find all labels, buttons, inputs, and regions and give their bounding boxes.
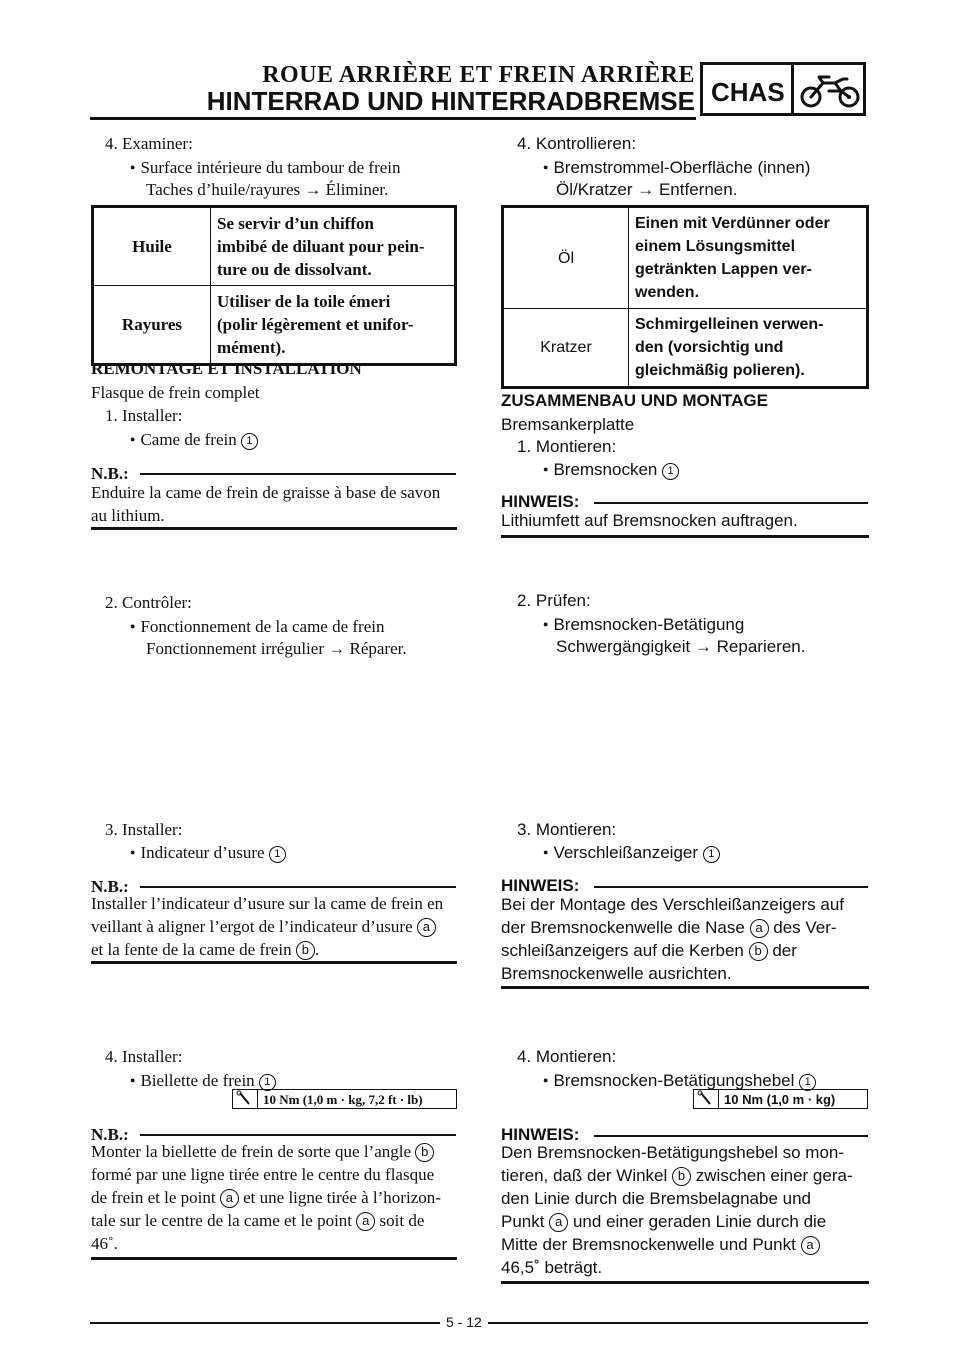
de-nb4-l3: den Linie durch die Bremsbelagnabe und — [501, 1189, 812, 1208]
table-line: Schmirgelleinen verwen- — [635, 316, 824, 333]
table-line: gleichmäßig polieren). — [635, 362, 805, 379]
fr-step2-detail: Fonctionnement irrégulier → Réparer. — [146, 639, 407, 658]
note-end-rule — [501, 1281, 869, 1284]
table-line: imbibé de diluant pour pein- — [217, 237, 425, 256]
table-line: den (vorsichtig und — [635, 339, 784, 356]
note-end-rule — [91, 527, 457, 530]
table-line: (polir légèrement et unifor- — [217, 315, 414, 334]
de-nb3-l4: Bremsnockenwelle ausrichten. — [501, 964, 732, 983]
line-text: Mitte der Bremsnockenwelle und Punkt — [501, 1235, 796, 1254]
fr-nb4-label: N.B.: — [91, 1125, 129, 1144]
item-text: Biellette de frein — [140, 1071, 255, 1090]
item-text: Bremsnocken — [553, 460, 658, 479]
note-end-rule — [91, 961, 457, 964]
note-end-rule — [91, 1257, 457, 1260]
table-line: ture ou de dissolvant. — [217, 260, 372, 279]
de-step2-item: ● Bremsnocken-Betätigung — [543, 612, 744, 637]
note-rule — [140, 1134, 456, 1136]
fr-nb1-l2: au lithium. — [91, 506, 165, 525]
table-line: Se servir d’un chiffon — [217, 214, 374, 233]
callout-a: a — [801, 1236, 820, 1255]
item-text: Indicateur d’usure — [140, 843, 265, 862]
de-step1-item — [543, 457, 679, 482]
note-end-rule — [501, 535, 869, 538]
fr-nb4-l4 — [91, 1209, 424, 1233]
line-text: Punkt — [501, 1212, 545, 1231]
line-text: de frein et le point — [91, 1188, 216, 1207]
item-text: Verschleißanzeiger — [553, 843, 699, 862]
fr-step2-item: ● Fonctionnement de la came de frein — [130, 614, 384, 639]
note-rule — [140, 886, 456, 888]
motorcycle-icon — [799, 69, 861, 111]
de-nb4-l4 — [501, 1210, 826, 1234]
table-line: einem Lösungsmittel — [635, 238, 796, 255]
fr-section-sub: Flasque de frein complet — [91, 383, 260, 402]
torque-value: 10 Nm (1,0 m · kg) — [724, 1092, 836, 1107]
item-text: Came de frein — [140, 430, 237, 449]
fr-nb3-label: N.B.: — [91, 877, 129, 896]
fr-step4-label: 4. Examiner: — [105, 134, 193, 153]
line-text: und einer geraden Linie durch die — [572, 1212, 827, 1231]
note-rule — [594, 502, 868, 504]
de-step2-label: 2. Prüfen: — [517, 591, 591, 610]
de-section-sub: Bremsankerplatte — [501, 415, 635, 434]
line-text: tale sur le centre de la came et le point — [91, 1211, 353, 1230]
line-text: der — [772, 941, 797, 960]
de-nb1-label: HINWEIS: — [501, 492, 580, 511]
fr-step1-item — [130, 427, 258, 452]
de-step4b-label: 4. Montieren: — [517, 1047, 617, 1066]
callout-1: 1 — [799, 1074, 816, 1091]
fr-nb4-l5: 46˚. — [91, 1234, 118, 1253]
table-line: wenden. — [635, 284, 700, 301]
line-text: veillant à aligner l’ergot de l’indicateur d’usure — [91, 917, 413, 936]
table-line: Einen mit Verdünner oder — [635, 215, 830, 232]
de-nb4-label: HINWEIS: — [501, 1125, 580, 1144]
de-step1-label: 1. Montieren: — [517, 437, 617, 456]
callout-b: b — [415, 1143, 434, 1162]
line-text: der Bremsnockenwelle die Nase — [501, 918, 745, 937]
page-number: 5 - 12 — [440, 1314, 488, 1330]
fr-nb1-l1: Enduire la came de frein de graisse à base de savon — [91, 483, 441, 502]
fr-nb4-l1 — [91, 1140, 434, 1164]
de-nb3-l1: Bei der Montage des Verschleißanzeigers auf — [501, 895, 845, 914]
table-row — [503, 309, 868, 388]
callout-a: a — [356, 1212, 375, 1231]
table-row — [93, 207, 456, 286]
de-table-val-scratch — [629, 309, 868, 388]
line-text: Monter la biellette de frein de sorte que l’angle — [91, 1142, 412, 1161]
callout-a: a — [220, 1189, 239, 1208]
de-step3-label: 3. Montieren: — [517, 820, 617, 839]
line-text: et la fente de la came de frein — [91, 940, 292, 959]
fr-section-title: REMONTAGE ET INSTALLATION — [91, 359, 362, 378]
table-row — [93, 286, 456, 365]
note-rule — [594, 886, 868, 888]
de-nb3-label: HINWEIS: — [501, 876, 580, 895]
item-text: Bremsnocken-Betätigungshebel — [553, 1071, 795, 1090]
note-rule — [140, 473, 456, 475]
fr-cleaning-table — [91, 205, 457, 366]
callout-b: b — [749, 942, 768, 961]
de-nb4-l5 — [501, 1233, 820, 1257]
de-table-val-oil — [629, 207, 868, 309]
de-torque-spec — [693, 1089, 868, 1109]
de-step4-label: 4. Kontrollieren: — [517, 134, 637, 153]
table-line: getränkten Lappen ver- — [635, 261, 812, 278]
fr-nb3-l2 — [91, 915, 436, 939]
fr-nb3-l1: Installer l’indicateur d’usure sur la came de frein en — [91, 894, 444, 913]
callout-1: 1 — [703, 846, 720, 863]
header-title-de: HINTERRAD UND HINTERRADBREMSE — [206, 86, 695, 116]
callout-b: b — [296, 941, 315, 960]
table-line: Utiliser de la toile émeri — [217, 292, 391, 311]
fr-nb1-label: N.B.: — [91, 464, 129, 483]
fr-torque-spec — [232, 1089, 457, 1109]
fr-step4-detail: Taches d’huile/rayures → Éliminer. — [146, 180, 389, 199]
fr-step2-label: 2. Contrôler: — [105, 593, 192, 612]
note-end-rule — [501, 986, 869, 989]
de-nb3-l2 — [501, 916, 837, 940]
fr-nb4-l3 — [91, 1186, 441, 1210]
line-text: des Ver- — [773, 918, 837, 937]
callout-a: a — [750, 919, 769, 938]
fr-step1-label: 1. Installer: — [105, 406, 183, 425]
callout-b: b — [672, 1167, 691, 1186]
callout-1: 1 — [259, 1074, 276, 1091]
line-text: tieren, daß der Winkel — [501, 1166, 668, 1185]
de-step4-detail: Öl/Kratzer → Entfernen. — [556, 180, 738, 199]
header-title-fr: ROUE ARRIÈRE ET FREIN ARRIÈRE — [262, 62, 695, 88]
callout-a: a — [417, 918, 436, 937]
de-step3-item — [543, 840, 720, 865]
de-table-key-oil: Öl — [503, 207, 629, 309]
table-row — [503, 207, 868, 309]
fr-step3-label: 3. Installer: — [105, 820, 183, 839]
de-step4-item: ● Bremstrommel-Oberfläche (innen) — [543, 155, 810, 180]
callout-1: 1 — [269, 846, 286, 863]
callout-a: a — [549, 1213, 568, 1232]
fr-step4-item: ● Surface intérieure du tambour de frein — [130, 155, 401, 180]
header-rule — [90, 117, 696, 120]
wrench-icon — [233, 1090, 258, 1108]
fr-nb4-l2: formé par une ligne tirée entre le centre du flasque — [91, 1165, 435, 1184]
callout-1: 1 — [241, 433, 258, 450]
de-table-key-scratch: Kratzer — [503, 309, 629, 388]
fr-table-key-oil: Huile — [93, 207, 211, 286]
fr-step4b-label: 4. Installer: — [105, 1047, 183, 1066]
table-line: mément). — [217, 338, 286, 357]
de-section-title: ZUSAMMENBAU UND MONTAGE — [501, 391, 768, 410]
chapter-badge — [700, 62, 866, 116]
torque-value: 10 Nm (1,0 m · kg, 7,2 ft · lb) — [263, 1092, 423, 1107]
wrench-icon — [694, 1090, 719, 1108]
badge-divider — [791, 65, 794, 113]
line-text: et une ligne tirée à l’horizon- — [243, 1188, 441, 1207]
fr-nb3-l3: et la fente de la came de frein b . — [91, 940, 320, 959]
line-text: zwischen einer gera- — [695, 1166, 853, 1185]
de-nb3-l3 — [501, 939, 797, 963]
callout-1: 1 — [662, 463, 679, 480]
de-nb4-l6: 46,5˚ beträgt. — [501, 1258, 603, 1277]
note-rule — [594, 1135, 868, 1137]
fr-table-val-scratch — [211, 286, 456, 365]
line-text: soit de — [379, 1211, 425, 1230]
fr-table-key-scratch: Rayures — [93, 286, 211, 365]
de-cleaning-table — [501, 205, 869, 389]
chapter-badge-label: CHAS — [711, 77, 785, 107]
line-text: schleißanzeigers auf die Kerben — [501, 941, 744, 960]
fr-table-val-oil — [211, 207, 456, 286]
de-step2-detail: Schwergängigkeit → Reparieren. — [556, 637, 806, 656]
de-nb4-l1: Den Bremsnocken-Betätigungshebel so mon- — [501, 1143, 845, 1162]
fr-step3-item — [130, 840, 286, 865]
de-nb4-l2 — [501, 1164, 853, 1188]
de-nb1-l1: Lithiumfett auf Bremsnocken auftragen. — [501, 511, 798, 530]
